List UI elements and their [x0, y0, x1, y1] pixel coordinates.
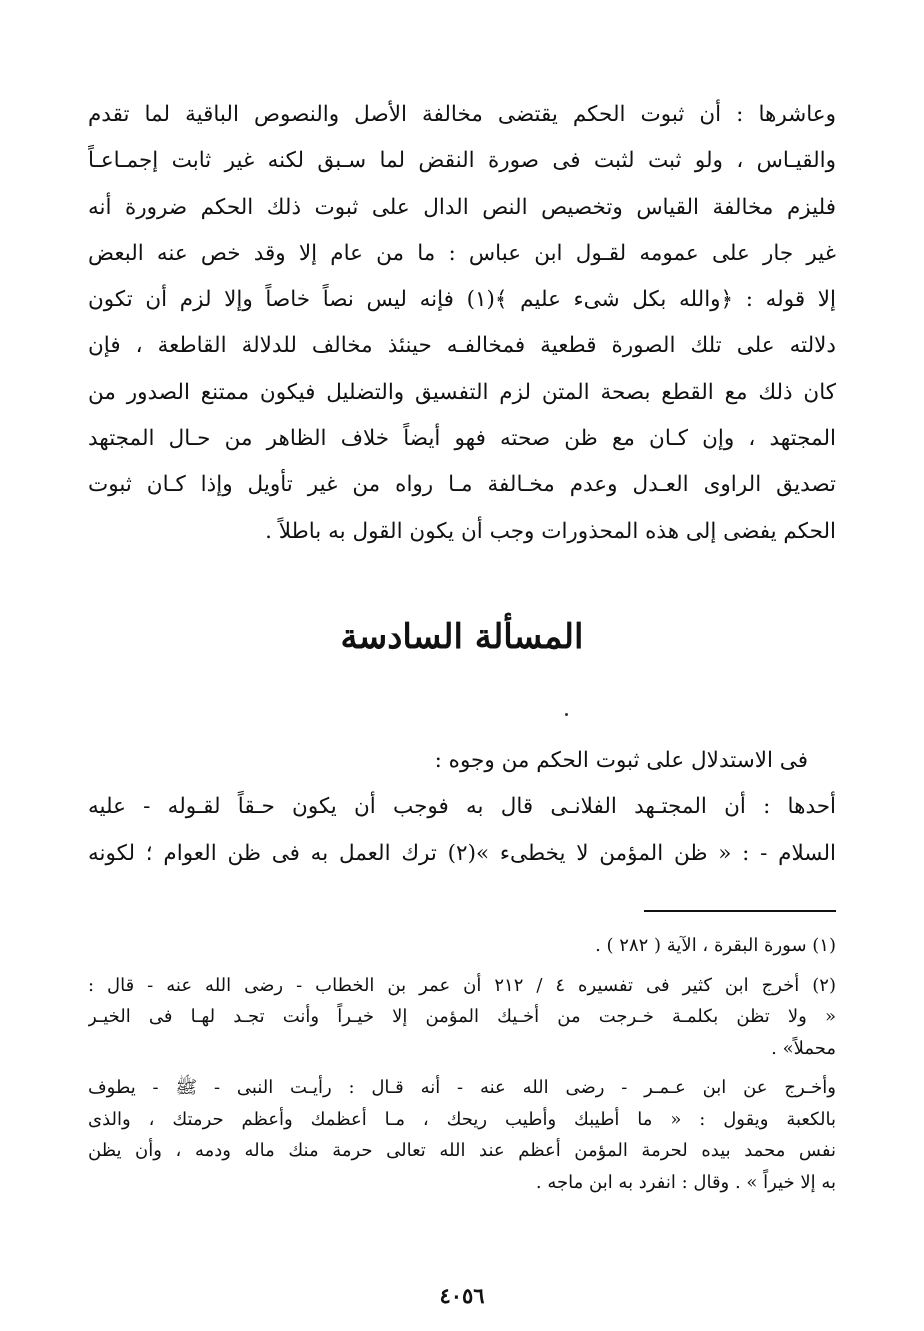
paragraph-line: إلا قوله : ﴿والله بكل شىء عليم ﴾(١) فإنه ليس نصاً خاصاً وإلا لزم أن تكون — [88, 287, 836, 313]
section-intro-line: فى الاستدلال على ثبوت الحكم من وجوه : — [434, 748, 808, 773]
paragraph-line: الحكم يفضى إلى هذه المحذورات وجب أن يكون القول به باطلاً . — [265, 518, 836, 544]
footnote-2-line: (٢) أخرج ابن كثير فى تفسيره ٤ / ٢١٢ أن عمر بن الخطاب - رضى الله عنه - قال : — [88, 974, 836, 996]
paragraph-line: وعاشرها : أن ثبوت الحكم يقتضى مخالفة الأصل والنصوص الباقية لما تقدم — [88, 102, 836, 127]
stray-dot — [565, 713, 568, 716]
footnote-2b-line: بالكعبة ويقول : « ما أطيبك وأطيب ريحك ، مـا أعظمك وأعظم حرمتك ، والذى — [88, 1108, 836, 1130]
footnote-separator — [644, 910, 836, 912]
footnote-gap — [88, 1064, 836, 1072]
paragraph-line: المجتهد ، وإن كـان مع ظن صحته فهو أيضاً خلاف الظاهر من حـال المجتهد — [88, 426, 836, 452]
footnote-2-line: محملاً» . — [771, 1037, 836, 1059]
section-line: أحدها : أن المجتـهد الفلانـى قال به فوجب أن يكون حـقاً لقـوله - عليه — [88, 794, 836, 820]
section-body — [88, 738, 836, 877]
paragraph-line: تصديق الراوى العـدل وعدم مخـالفة مـا رواه من غير تأويل وإذا كـان ثبوت — [88, 472, 836, 498]
footnote-gap — [88, 962, 836, 970]
section-line: السلام - : « ظن المؤمن لا يخطىء »(٢) ترك العمل به فى ظن العوام ؛ لكونه — [88, 840, 836, 866]
paragraph-line: دلالته على تلك الصورة قطعية فمخالفـه حينئذ مخالف للدلالة القاطعة ، فإن — [88, 333, 836, 359]
footnote-1: (١) سورة البقرة ، الآية ( ٢٨٢ ) . — [595, 935, 836, 956]
footnotes — [88, 930, 836, 1198]
paragraph-tenth-reason — [88, 92, 836, 555]
footnote-2-line: « ولا تظن بكلمـة خـرجت من أخـيك المؤمن إلا خيـراً وأنت تجـد لهـا فى الخيـر — [88, 1006, 836, 1027]
footnote-2b-line: به إلا خيراً » . وقال : انفرد به ابن ماجه . — [535, 1171, 836, 1193]
section-heading: المسألة السادسة — [340, 617, 584, 657]
paragraph-line: كان ذلك مع القطع بصحة المتن لزم التفسيق والتضليل فيكون ممتنع الصدور من — [88, 379, 836, 405]
page-number: ٤٠٥٦ — [439, 1283, 485, 1308]
footnote-2b-line: نفس محمد بيده لحرمة المؤمن أعظم عند الله تعالى حرمة منك ماله ودمه ، وأن يظن — [88, 1140, 836, 1161]
paragraph-line: فليزم مخالفة القياس وتخصيص النص الدال على ثبوت ذلك الحكم ضرورة أنه — [88, 194, 836, 220]
footnote-2b-line: وأخـرج عن ابن عـمـر - رضى الله عنه - أنه قـال : رأيـت النبى - ﷺ - يطوف — [88, 1077, 836, 1098]
paragraph-line: والقيـاس ، ولو ثبت لثبت فى صورة النقض لما سـبق لكنه غير ثابت إجمـاعـاً — [88, 148, 836, 174]
paragraph-line: غير جار على عمومه لقـول ابن عباس : ما من عام إلا وقد خص عنه البعض — [88, 240, 836, 266]
